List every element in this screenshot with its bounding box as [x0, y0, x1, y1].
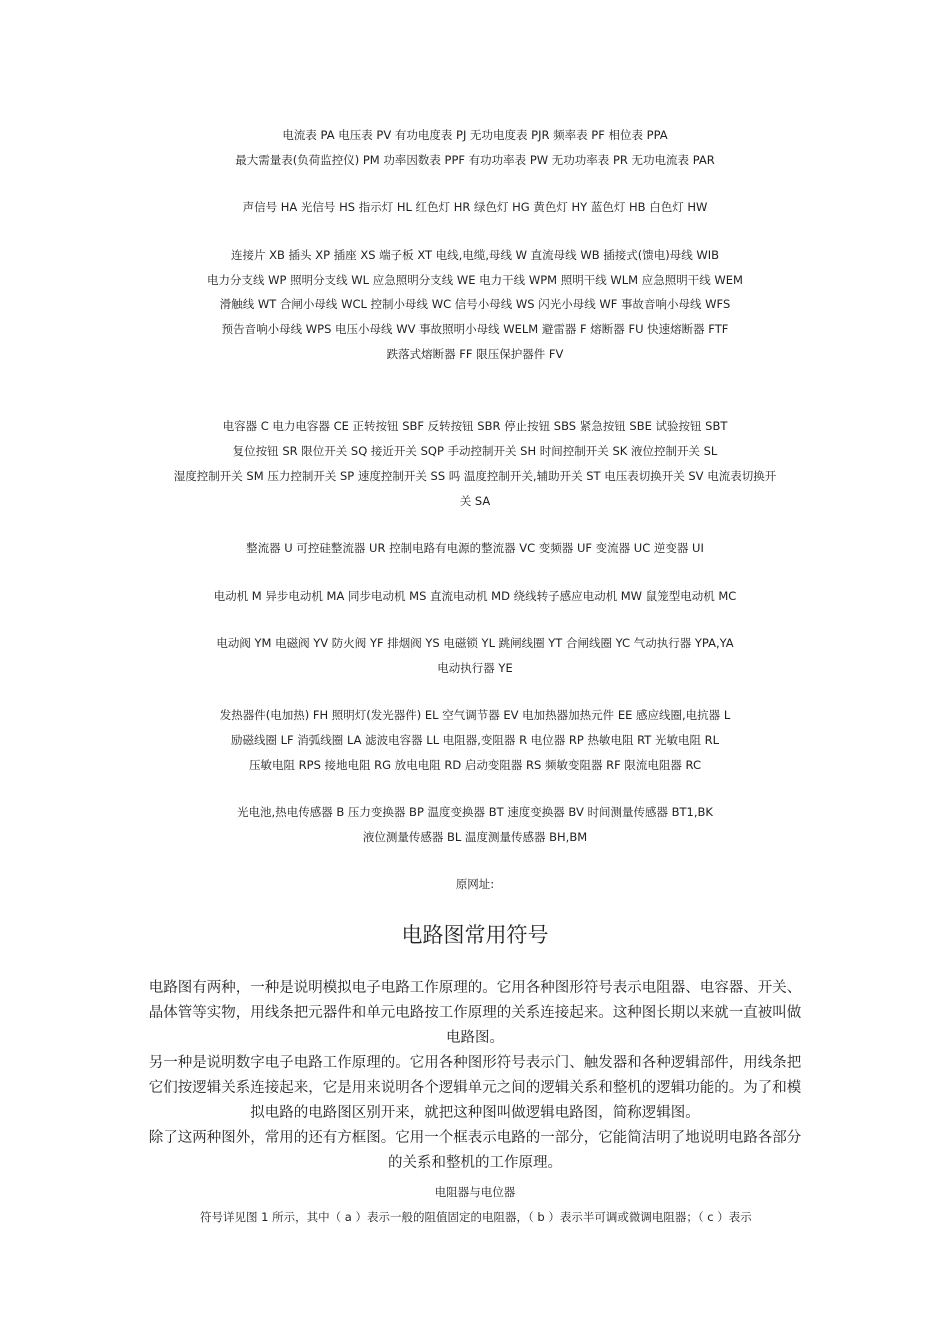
symbol-line-busbars: 滑触线 WT 合闸小母线 WCL 控制小母线 WC 信号小母线 WS 闪光小母线 WF 事故音响小母线 WFS — [219, 297, 731, 311]
resistor-description: 符号详见图 1 所示，其中（ a ）表示一般的阻值固定的电阻器，（ b ）表示半可调或微调电阻器；（ c ）表示 — [200, 1210, 752, 1224]
symbol-line-branches: 电力分支线 WP 照明分支线 WL 应急照明分支线 WE 电力干线 WPM 照明干线 WLM 应急照明干线 WEM — [207, 273, 743, 287]
section-heading-resistors: 电阻器与电位器 — [434, 1185, 516, 1199]
paragraph-digital: 另一种是说明数字电子电路工作原理的。它用各种图形符号表示门、触发器和各种逻辑部件，用线条把它们按逻辑关系连接起来，它是用来说明各个逻辑单元之间的逻辑关系和整机的逻辑功能的。为了和模拟电路的电路图区别开来，就把这种图叫做逻辑电路图，简称逻辑图。 — [148, 1055, 802, 1121]
symbol-line-actuators: 电动执行器 YE — [437, 661, 513, 675]
symbol-line-sensors-2: 液位测量传感器 BL 温度测量传感器 BH,BM — [362, 830, 588, 844]
symbol-line-switches-1: 复位按钮 SR 限位开关 SQ 接近开关 SQP 手动控制开关 SH 时间控制开关 SK 液位控制开关 SL — [232, 444, 718, 458]
source-url-label: 原网址: — [455, 877, 495, 891]
symbol-line-motors: 电动机 M 异步电动机 MA 同步电动机 MS 直流电动机 MD 绕线转子感应电动机 MW 鼠笼型电动机 MC — [213, 589, 737, 603]
symbol-line-fuses-2: 跌落式熔断器 FF 限压保护器件 FV — [386, 347, 564, 361]
page-title: 电路图常用符号 — [401, 923, 549, 947]
symbol-line-meters-1: 电流表 PA 电压表 PV 有功电度表 PJ 无功电度表 PJR 频率表 PF 相位表 PPA — [282, 128, 668, 142]
symbol-line-connectors: 连接片 XB 插头 XP 插座 XS 端子板 XT 电线,电缆,母线 W 直流母线 WB 插接式(馈电)母线 WIB — [230, 248, 720, 262]
symbol-line-switches-3: 关 SA — [459, 494, 491, 508]
symbol-line-buttons: 电容器 C 电力电容器 CE 正转按钮 SBF 反转按钮 SBR 停止按钮 SBS 紧急按钮 SBE 试验按钮 SBT — [222, 419, 728, 433]
symbol-line-sensors-1: 光电池,热电传感器 B 压力变换器 BP 温度变换器 BT 速度变换器 BV 时间测量传感器 BT1,BK — [237, 805, 713, 819]
paragraph-block-diagram: 除了这两种图外，常用的还有方框图。它用一个框表示电路的一部分，它能简洁明了地说明电路各部分的关系和整机的工作原理。 — [148, 1130, 802, 1171]
symbol-line-rectifiers: 整流器 U 可控硅整流器 UR 控制电路有电源的整流器 VC 变频器 UF 变流器 UC 逆变器 UI — [246, 541, 704, 555]
symbol-line-signals: 声信号 HA 光信号 HS 指示灯 HL 红色灯 HR 绿色灯 HG 黄色灯 HY 蓝色灯 HB 白色灯 HW — [242, 200, 708, 214]
symbol-line-resistors: 压敏电阻 RPS 接地电阻 RG 放电电阻 RD 启动变阻器 RS 频敏变阻器 RF 限流电阻器 RC — [248, 758, 702, 772]
symbol-line-meters-2: 最大需量表(负荷监控仪) PM 功率因数表 PPF 有功功率表 PW 无功功率表 PR 无功电流表 PAR — [235, 153, 715, 167]
symbol-line-switches-2: 湿度控制开关 SM 压力控制开关 SP 速度控制开关 SS 吗 温度控制开关,辅助开关 ST 电压表切换开关 SV 电流表切换开 — [173, 469, 777, 483]
symbol-line-fuses: 预告音响小母线 WPS 电压小母线 WV 事故照明小母线 WELM 避雷器 F 熔断器 FU 快速熔断器 FTF — [221, 322, 729, 336]
paragraph-analog: 电路图有两种，一种是说明模拟电子电路工作原理的。它用各种图形符号表示电阻器、电容器、开关、晶体管等实物，用线条把元器件和单元电路按工作原理的关系连接起来。这种图长期以来就一直被叫做电路图。 — [148, 980, 802, 1046]
symbol-line-heaters: 发热器件(电加热) FH 照明灯(发光器件) EL 空气调节器 EV 电加热器加热元件 EE 感应线圈,电抗器 L — [219, 708, 731, 722]
symbol-line-coils: 励磁线圈 LF 消弧线圈 LA 滤波电容器 LL 电阻器,变阻器 R 电位器 RP 热敏电阻 RT 光敏电阻 RL — [230, 733, 720, 747]
symbol-line-valves: 电动阀 YM 电磁阀 YV 防火阀 YF 排烟阀 YS 电磁锁 YL 跳闸线圈 YT 合闸线圈 YC 气动执行器 YPA,YA — [216, 636, 734, 650]
